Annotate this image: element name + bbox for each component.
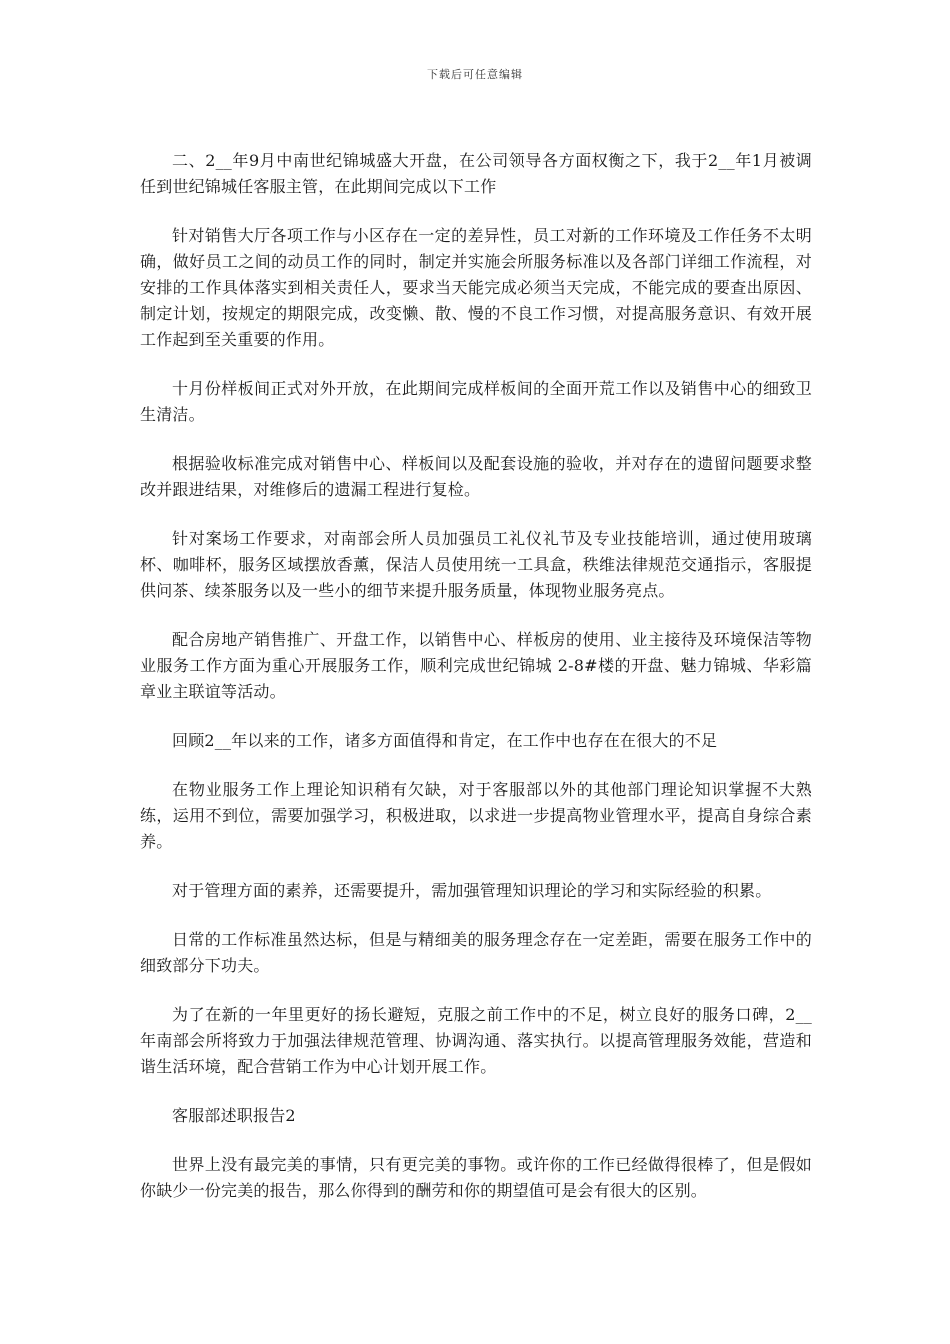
document-body bbox=[140, 148, 812, 1227]
paragraph: 为了在新的一年里更好的扬长避短，克服之前工作中的不足，树立良好的服务口碑，2__年南部会所将致力于加强法律规范管理、协调沟通、落实执行。以提高管理服务效能，营造和谐生活环境，配合营销工作为中心计划开展工作。 bbox=[140, 1005, 812, 1076]
paragraph: 对于管理方面的素养，还需要提升，需加强管理知识理论的学习和实际经验的积累。 bbox=[172, 881, 772, 900]
paragraph: 针对案场工作要求，对南部会所人员加强员工礼仪礼节及专业技能培训，通过使用玻璃杯、咖啡杯，服务区域摆放香薰，保洁人员使用统一工具盒，秩维法律规范交通指示，客服提供问茶、续茶服务以及一些小的细节来提升服务质量，体现物业服务亮点。 bbox=[140, 529, 812, 600]
paragraph: 回顾2__年以来的工作，诸多方面值得和肯定，在工作中也存在在很大的不足 bbox=[172, 731, 718, 750]
paragraph: 配合房地产销售推广、开盘工作，以销售中心、样板房的使用、业主接待及环境保洁等物业服务工作方面为重心开展服务工作，顺利完成世纪锦城 2-8#楼的开盘、魅力锦城、华彩篇章业主联谊等活动。 bbox=[140, 630, 812, 701]
paragraph: 十月份样板间正式对外开放，在此期间完成样板间的全面开荒工作以及销售中心的细致卫生清洁。 bbox=[140, 379, 812, 424]
paragraph: 在物业服务工作上理论知识稍有欠缺，对于客服部以外的其他部门理论知识掌握不大熟练，运用不到位，需要加强学习，积极进取，以求进一步提高物业管理水平，提高自身综合素养。 bbox=[140, 780, 812, 851]
paragraph: 二、2__年9月中南世纪锦城盛大开盘，在公司领导各方面权衡之下，我于2__年1月被调任到世纪锦城任客服主管，在此期间完成以下工作 bbox=[140, 151, 812, 196]
paragraph: 日常的工作标准虽然达标，但是与精细美的服务理念存在一定差距，需要在服务工作中的细致部分下功夫。 bbox=[140, 930, 812, 975]
paragraph: 根据验收标准完成对销售中心、样板间以及配套设施的验收，并对存在的遗留问题要求整改并跟进结果，对维修后的遗漏工程进行复检。 bbox=[140, 454, 812, 499]
download-note: 下载后可任意编辑 bbox=[427, 68, 523, 81]
section-heading: 客服部述职报告2 bbox=[172, 1106, 296, 1125]
paragraph: 针对销售大厅各项工作与小区存在一定的差异性，员工对新的工作环境及工作任务不太明确，做好员工之间的动员工作的同时，制定并实施会所服务标准以及各部门详细工作流程，对安排的工作具体落实到相关责任人，要求当天能完成必须当天完成，不能完成的要查出原因、制定计划，按规定的期限完成，改变懒、散、慢的不良工作习惯，对提高服务意识、有效开展工作起到至关重要的作用。 bbox=[140, 226, 812, 349]
paragraph: 世界上没有最完美的事情，只有更完美的事物。或许你的工作已经做得很棒了，但是假如你缺少一份完美的报告，那么你得到的酬劳和你的期望值可是会有很大的区别。 bbox=[140, 1155, 812, 1200]
